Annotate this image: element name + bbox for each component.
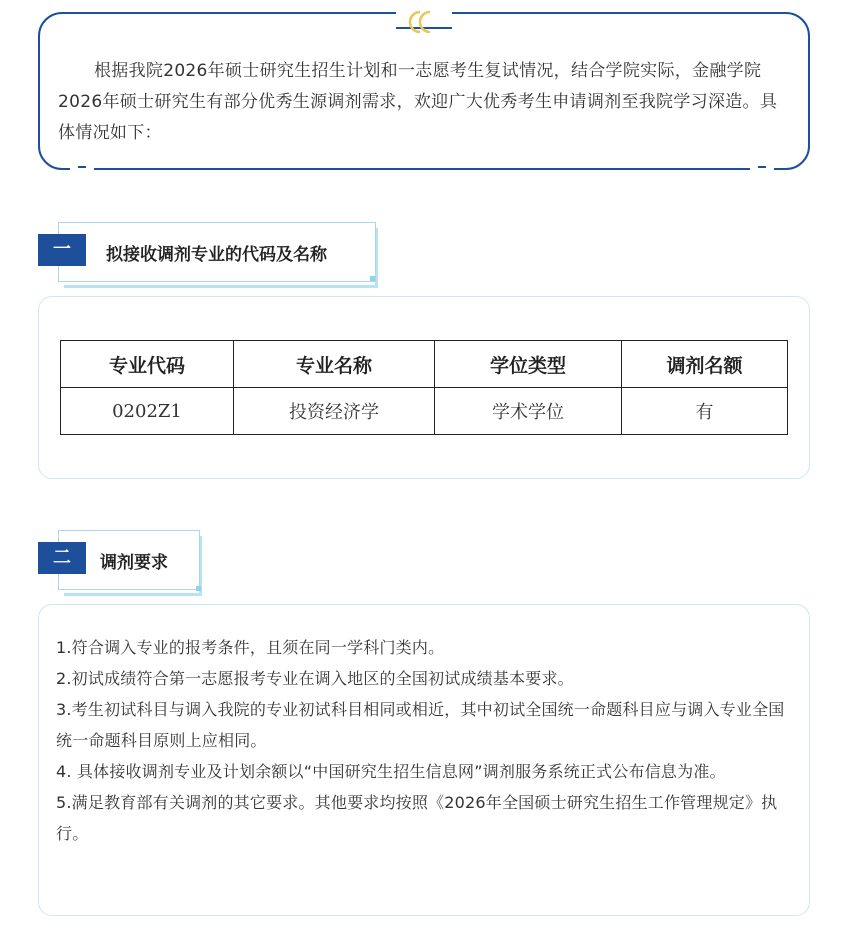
list-item: 3.考生初试科目与调入我院的专业初试科目相同或相近，其中初试全国统一命题科目应与调入专业全国统一命题科目原则上应相同。 — [56, 700, 785, 750]
table-cell: 投资经济学 — [234, 388, 435, 435]
corner-dot — [196, 586, 201, 591]
list-item: 5.满足教育部有关调剂的其它要求。其他要求均按照《2026年全国硕士研究生招生工作管理规定》执行。 — [56, 793, 778, 843]
section-number: 一 — [38, 234, 86, 266]
table-header-cell: 调剂名额 — [622, 341, 788, 388]
requirements-list — [56, 632, 800, 849]
intro-paragraph: 根据我院2026年硕士研究生招生计划和一志愿考生复试情况，结合学院实际，金融学院2026年硕士研究生有部分优秀生源调剂需求，欢迎广大优秀考生申请调剂至我院学习深造。具体情况如下： — [58, 61, 778, 143]
table-cell: 有 — [622, 388, 788, 435]
table-header-cell: 专业名称 — [234, 341, 435, 388]
table-cell: 0202Z1 — [61, 388, 234, 435]
section-1-header — [38, 222, 378, 284]
list-item: 1.符合调入专业的报考条件，且须在同一学科门类内。 — [56, 638, 445, 657]
table-header-row — [61, 341, 788, 388]
section-number: 二 — [38, 542, 86, 574]
table-header-cell: 学位类型 — [435, 341, 622, 388]
section-2-header — [38, 530, 202, 592]
intro-border-dash — [78, 166, 86, 168]
list-item: 4. 具体接收调剂专业及计划余额以“中国研究生招生信息网”调剂服务系统正式公布信息为准。 — [56, 762, 726, 781]
section-title: 拟接收调剂专业的代码及名称 — [106, 245, 327, 265]
corner-dot — [370, 276, 375, 281]
table-header-cell: 专业代码 — [61, 341, 234, 388]
list-item: 2.初试成绩符合第一志愿报考专业在调入地区的全国初试成绩基本要求。 — [56, 669, 574, 688]
table-cell: 学术学位 — [435, 388, 622, 435]
majors-table — [60, 340, 788, 435]
table-row — [61, 388, 788, 435]
intro-border-dash — [758, 166, 766, 168]
section-title: 调剂要求 — [100, 553, 168, 573]
double-c-ornament-icon — [396, 2, 452, 38]
